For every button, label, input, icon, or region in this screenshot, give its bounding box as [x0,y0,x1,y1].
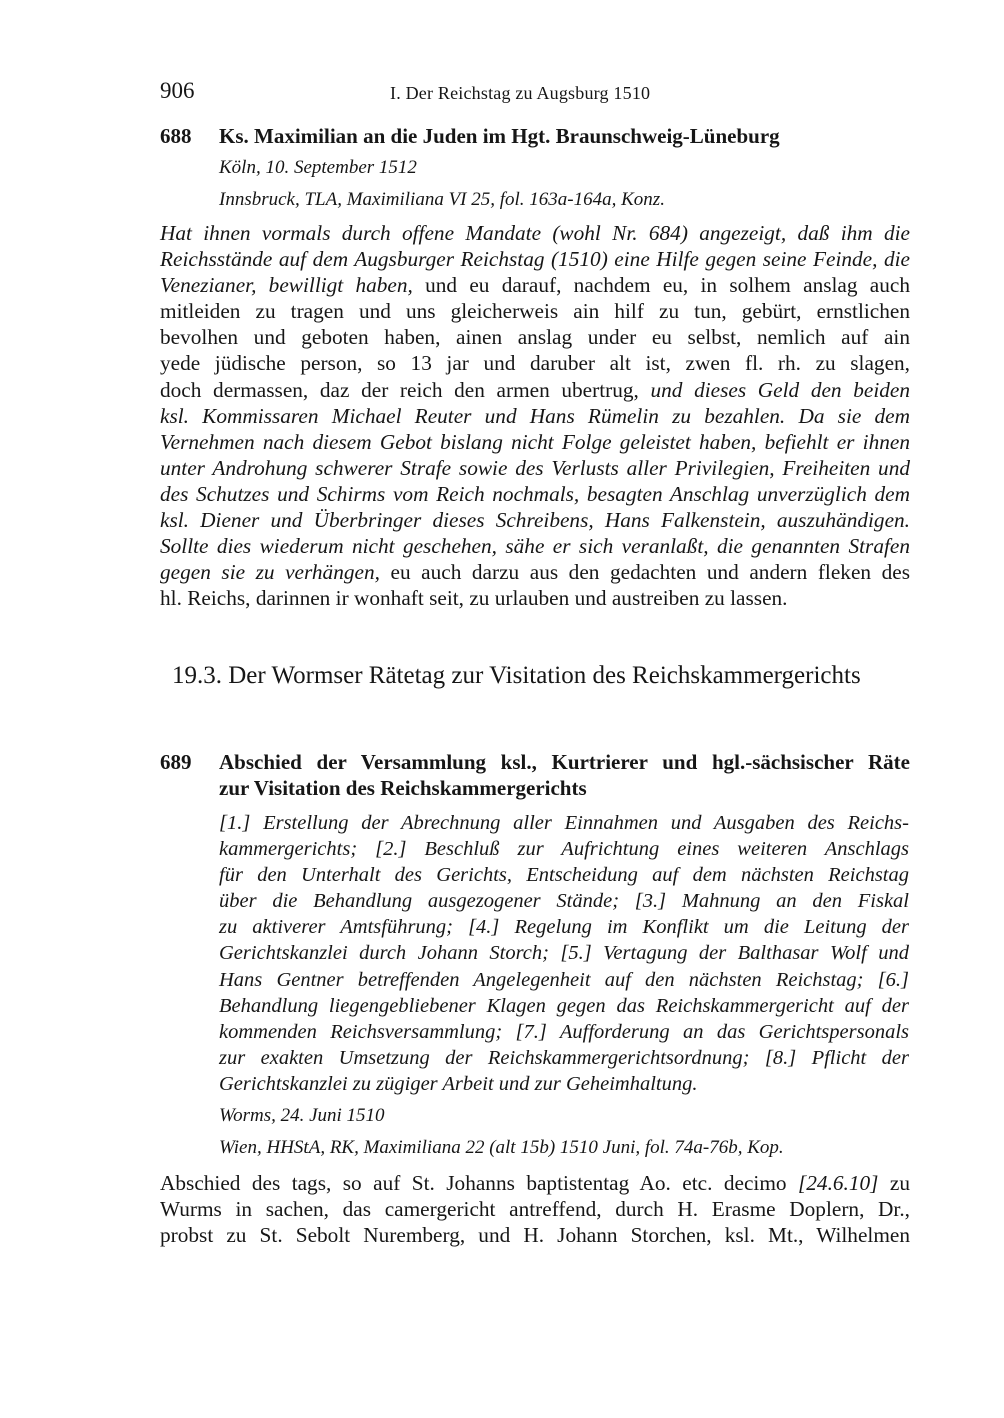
doc-689-title-line2: zur Visitation des Reichskammergerichts [219,776,587,800]
doc-689-summary-line: zu aktiverer Amtsführung; [4.] Regelung im Konflikt um die Leitung der [219,916,909,939]
doc-689-text [160,1170,910,1248]
doc-689-summary-line: Gerichtskanzlei zu zügiger Arbeit und zur Geheimhaltung. [219,1072,698,1095]
doc-689-summary-line: zur exakten Umsetzung der Reichskammergerichtsordnung; [8.] Pflicht der [219,1046,909,1069]
doc-688-line [160,377,910,403]
section-heading: 19.3. Der Wormser Rätetag zur Visitation des Reichskammergerichts [172,662,861,689]
doc-688-text-run: ksl. Diener und Überbringer dieses Schreibens, Hans Falkenstein, auszuhändigen. [160,508,910,533]
doc-688-text-run: doch dermassen, daz der reich den armen ubertrug, [160,377,651,402]
doc-689-summary-line: Gerichtskanzlei durch Johann Storch; [5.] Vertagung der Balthasar Wolf und [219,942,909,965]
doc-688-title: Ks. Maximilian an die Juden im Hgt. Braunschweig-Lüneburg [219,124,780,148]
doc-689-summary-line: für den Unterhalt des Gerichts, Entscheidung auf dem nächsten Reichstag [219,864,909,887]
page-number: 906 [160,78,195,103]
doc-689-text-run: Wurms in sachen, das camergericht antreffend, durch H. Erasme Doplern, Dr., [160,1197,910,1222]
doc-688-line [160,298,910,324]
doc-689-place-date: Worms, 24. Juni 1510 [219,1105,385,1126]
doc-688-text-run: und dieses Geld den beiden [650,377,910,402]
doc-688-line [160,533,910,559]
doc-689-line [160,1170,910,1196]
doc-688-text [160,220,910,611]
doc-688-text-run: Hat ihnen vormals durch offene Mandate (wohl Nr. 684) angezeigt, daß ihm die [160,221,910,245]
doc-688-text-run: ksl. Kommissaren Michael Reuter und Hans Rümelin zu bezahlen. Da sie dem [160,403,910,428]
doc-688-line [160,324,910,350]
doc-688-number: 688 [160,124,192,148]
doc-689-text-run: Abschied des tags, so auf St. Johanns baptistentag Ao. etc. decimo [160,1171,798,1195]
doc-689-summary-line: Hans Gentner betreffenden Angelegenheit auf den nächsten Reichstag; [6.] [219,968,909,991]
doc-688-text-run: yede jüdische person, so 13 jar und daruber alt ist, zwen fl. rh. zu slagen, [160,351,910,376]
doc-689-text-run: [24.6.10] [797,1171,879,1195]
doc-688-source: Innsbruck, TLA, Maximiliana VI 25, fol. 163a-164a, Konz. [219,189,665,210]
doc-688-line [160,403,910,429]
doc-688-line [160,429,910,455]
doc-689-text-run: zu [878,1171,910,1195]
doc-688-line [160,507,910,533]
doc-688-text-run: hl. Reichs, darinnen ir wonhaft seit, zu urlauben und austreiben zu lassen. [160,586,788,611]
doc-689-title-line1: Abschied der Versammlung ksl., Kurtrierer und hgl.-sächsischer Räte [219,750,910,774]
doc-688-text-run: Vernehmen nach diesem Gebot bislang nicht Folge geleistet haben, befiehlt er ihnen [160,429,910,454]
doc-688-text-run: Reichsstände auf dem Augsburger Reichstag (1510) eine Hilfe gegen seine Feinde, die [160,247,910,272]
doc-689-summary-line: [1.] Erstellung der Abrechnung aller Einnahmen und Ausgaben des Reichs- [219,812,909,834]
doc-688-text-run: und eu darauf, nachdem eu, in solhem anslag auch [412,273,910,298]
doc-688-text-run: unter Androhung schwerer Strafe sowie des Verlusts aller Privilegien, Freiheiten und [160,455,910,480]
doc-688-line [160,246,910,272]
doc-689-number: 689 [160,750,192,774]
doc-689-source: Wien, HHStA, RK, Maximiliana 22 (alt 15b) 1510 Juni, fol. 74a-76b, Kop. [219,1137,784,1158]
doc-688-line [160,220,910,246]
doc-688-text-run: des Schutzes und Schirms vom Reich nochmals, besagten Anschlag unverzüglich dem [160,481,910,506]
doc-688-text-run: bevolhen und geboten haben, ainen anslag under eu selbst, nemlich auf ain [160,325,910,350]
doc-688-text-run: gegen sie zu verhängen, [160,560,380,585]
doc-688-text-run: Venezianer, bewilligt haben, [160,273,413,298]
doc-689-line [160,1196,910,1222]
doc-688-line [160,559,910,585]
doc-689-summary-line: kammergerichts; [2.] Beschluß zur Aufrichtung eines weiteren Anschlags [219,838,909,861]
doc-689-summary-line: Behandlung liegengebliebener Klagen gegen das Reichskammergericht auf der [219,994,909,1017]
doc-688-text-run: eu auch darzu aus den gedachten und andern fleken des [379,560,910,585]
doc-689-text-run: probst zu St. Sebolt Nuremberg, und H. Johann Storchen, ksl. Mt., Wilhelmen [160,1223,910,1248]
doc-688-place-date: Köln, 10. September 1512 [219,157,417,178]
running-title: I. Der Reichstag zu Augsburg 1510 [390,83,651,103]
doc-689-summary [219,810,909,1097]
doc-688-text-run: Sollte dies wiederum nicht geschehen, sähe er sich veranlaßt, die genannten Strafen [160,534,910,559]
doc-688-line [160,481,910,507]
doc-688-text-run: mitleiden zu tragen und uns gleicherweis ain hilf zu tun, gebürt, ernstlichen [160,299,910,324]
doc-689-line [160,1222,910,1248]
doc-688-line [160,350,910,376]
doc-688-line [160,455,910,481]
doc-688-line [160,585,910,611]
doc-688-line [160,272,910,298]
doc-689-summary-line: über die Behandlung ausgezogener Stände; [3.] Mahnung an den Fiskal [219,890,909,913]
doc-689-summary-line: kommenden Reichsversammlung; [7.] Aufforderung an das Gerichtspersonals [219,1020,909,1043]
